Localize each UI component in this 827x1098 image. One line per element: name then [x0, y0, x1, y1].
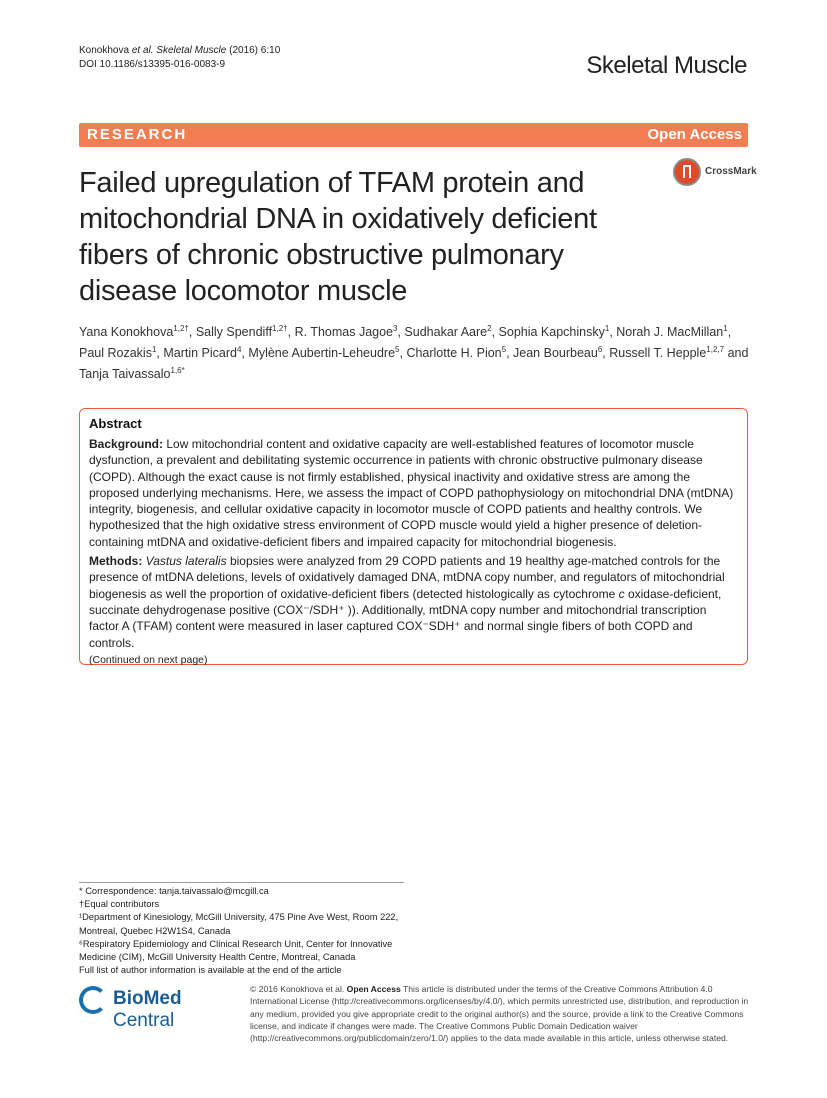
author-affiliation-sup: 1: [723, 324, 728, 333]
author-name: Norah J. MacMillan: [616, 325, 724, 340]
banner-open-access-label: Open Access: [647, 126, 742, 143]
equal-contributors: †Equal contributors: [79, 899, 160, 910]
methods-label: Methods:: [89, 554, 143, 569]
crossmark-label: CrossMark: [705, 166, 757, 177]
abstract-background: [89, 436, 738, 550]
cite-year-vol: (2016) 6:10: [229, 45, 281, 56]
license-lead: © 2016 Konokhova et al.: [250, 984, 347, 994]
biomed-ring-icon: [79, 986, 107, 1014]
methods-italic: Vastus lateralis: [145, 554, 227, 569]
author-name: Sophia Kapchinsky: [498, 325, 605, 340]
citation-header: [79, 44, 280, 72]
license-text: [250, 983, 750, 1044]
cite-etal: et al.: [131, 45, 154, 56]
abstract-box: [79, 408, 748, 665]
author-name: Paul Rozakis: [79, 346, 152, 361]
author-affiliation-sup: 1,2†: [272, 324, 288, 333]
author-affiliation-sup: 1,2†: [173, 324, 189, 333]
footnotes: [79, 885, 414, 977]
abstract-methods: [89, 553, 738, 651]
affiliation-1b: Montreal, Quebec H2W1S4, Canada: [79, 925, 231, 936]
article-title: Failed upregulation of TFAM protein and mitochondrial DNA in oxidatively deficient fibers of chronic obstructive pulmonary disease locomotor muscle: [79, 167, 597, 307]
author-affiliation-sup: 2: [487, 324, 492, 333]
affiliation-6a: ⁶Respiratory Epidemiology and Clinical Research Unit, Center for Innovative: [79, 938, 393, 949]
license-body: This article is distributed under the terms of the Creative Commons Attribution 4.0 International License (http://creativecommons.org/licenses/by/4.0/), which permits unrestricted use, distribution, and reproduction in any medium, provided you give appropriate credit to the original author(s) and the source, provide a link to the Creative Commons license, and indicate if changes were made. The Creative Commons Public Domain Dedication waiver (http://creativecommons.org/publicdomain/zero/1.0/) applies to the data made available in this article, unless otherwise stated.: [250, 984, 749, 1044]
author-name: Jean Bourbeau: [513, 346, 598, 361]
author-affiliation-sup: 1: [151, 345, 157, 355]
cite-authors: Konokhova: [79, 45, 130, 56]
methods-text-2: oxidase-deficient, succinate dehydrogenase positive (COX⁻/SDH⁺ )). Additionally, mtDNA copy number and mitochondrial transcription factor A (TFAM) content were measured in laser captured COX⁻SDH⁺ and normal single fibers of both COPD and controls.: [89, 586, 722, 650]
author-name: Mylène Aubertin-Leheudre: [248, 346, 396, 361]
affiliation-6b: Medicine (CIM), McGill University Health Centre, Montreal, Canada: [79, 952, 356, 963]
biomed-central-logo: [79, 986, 239, 1031]
banner-research-label: RESEARCH: [87, 126, 188, 143]
author-affiliation-sup: 1: [604, 324, 610, 333]
author-list: Yana Konokhova$^{1,2\dagger}$, Sally Spendiff$^{1,2\dagger}$, R. Thomas Jagoe$^3$, Sudhakar Aare$^2$, Sophia Kapchinsky$^1$, Norah J. MacMillan$^1$, Paul Rozakis$^1$, Martin Picard$^4$, Mylène Aubertin-Leheudre$^5$, Charlotte H. Pion$^5$, Jean Bourbeau$^6$, Russell T. Hepple$^{1,2,7}$ and Tanja Taivassalo$^{1,6*}$: [79, 324, 749, 382]
continued-note: (Continued on next page): [89, 653, 208, 666]
author-name: Yana Konokhova: [79, 325, 174, 340]
background-label: Background:: [89, 437, 164, 451]
author-affiliation-sup: 1,6*: [170, 366, 185, 376]
author-name: and Tanja Taivassalo: [79, 346, 749, 382]
methods-italic-c: c: [618, 586, 625, 601]
author-name: R. Thomas Jagoe: [294, 325, 394, 340]
author-name: Russell T. Hepple: [609, 346, 707, 361]
author-name: Sally Spendiff: [195, 325, 273, 340]
license-open-access: Open Access: [346, 984, 401, 994]
crossmark-badge[interactable]: [673, 158, 757, 186]
article-type-banner: [79, 123, 748, 147]
author-name: Charlotte H. Pion: [406, 346, 502, 361]
affiliation-1a: ¹Department of Kinesiology, McGill University, 475 Pine Ave West, Room 222,: [79, 912, 399, 923]
author-affiliation-sup: 5: [501, 345, 507, 355]
author-name: Martin Picard: [163, 346, 237, 361]
author-affiliation-sup: 5: [395, 345, 400, 355]
correspondence: * Correspondence: tanja.taivassalo@mcgill.ca: [79, 886, 269, 896]
author-name: Sudhakar Aare: [404, 325, 488, 340]
logo-text: BioMed Central: [113, 988, 182, 1031]
author-affiliation-sup: 4: [237, 345, 242, 355]
cite-journal: Skeletal Muscle: [156, 45, 227, 56]
footnote-divider: [79, 882, 404, 883]
methods-text-1: biopsies were analyzed from 29 COPD patients and 19 healthy age-matched controls for the presence of mtDNA deletions, levels of oxidatively damaged DNA, mtDNA copy number, and regulators of mitochondrial biogenesis as well the proportion of oxidative-deficient fibers (detected histologically as cytochrome: [89, 554, 725, 601]
journal-name: Skeletal Muscle: [586, 52, 747, 79]
author-affiliation-sup: 6: [597, 345, 603, 355]
abstract-heading: Abstract: [89, 416, 142, 431]
full-author-info-note: Full list of author information is available at the end of the article: [79, 965, 342, 976]
doi: DOI 10.1186/s13395-016-0083-9: [79, 59, 226, 70]
author-affiliation-sup: 1,2,7: [706, 345, 725, 355]
background-text: Low mitochondrial content and oxidative capacity are well-established features of locomotor muscle dysfunction, a prevalent and debilitating systemic occurrence in patients with chronic obstructive pulmonary disease (COPD). Although the exact cause is not firmly established, physical inactivity and oxidative stress are among the proposed underlying mechanisms. Here, we assess the impact of COPD pathophysiology on mitochondrial DNA (mtDNA) integrity, biogenesis, and cellular oxidative capacity in locomotor muscle of COPD patients and healthy controls. We hypothesized that the high oxidative stress environment of COPD muscle would yield a higher presence of deletion-containing mtDNA and oxidative-deficient fibers and impaired capacity for mitochondrial biogenesis.: [89, 437, 734, 549]
author-affiliation-sup: 3: [393, 324, 398, 333]
crossmark-icon: [673, 158, 701, 186]
